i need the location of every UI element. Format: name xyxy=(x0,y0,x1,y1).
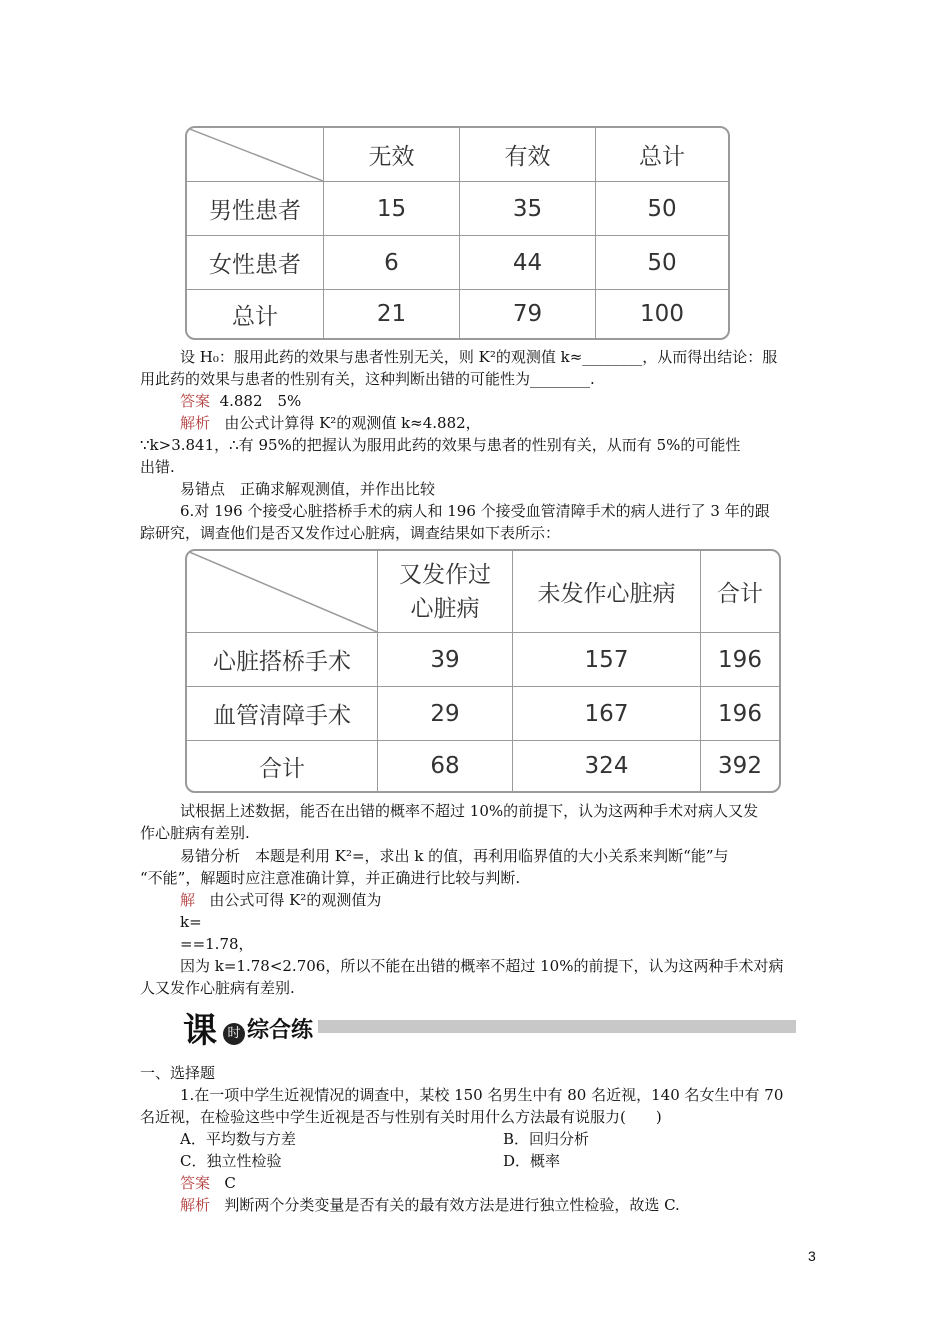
table-row xyxy=(187,182,728,236)
row-label: 男性患者 xyxy=(187,182,324,236)
q1-analysis xyxy=(180,1194,680,1216)
table-efficacy-by-gender xyxy=(185,126,730,340)
table-header-cell: 又发作过 心脏病 xyxy=(378,551,513,633)
table-cell: 392 xyxy=(718,753,762,779)
page-number: 3 xyxy=(808,1248,816,1264)
section-banner xyxy=(183,1003,798,1049)
table-cell: 50 xyxy=(596,236,728,290)
table-cell: 44 xyxy=(460,236,596,290)
banner-bar xyxy=(318,1020,796,1033)
table-cell: 29 xyxy=(378,687,513,741)
table-row xyxy=(187,687,779,741)
q6-line-1: 6.对 196 个接受心脏搭桥手术的病人和 196 个接受血管清障手术的病人进行了 3 年的跟 xyxy=(180,502,770,520)
q5-error-point: 易错点 正确求解观测值，并作出比较 xyxy=(180,480,436,498)
table-cell: 324 xyxy=(513,741,701,791)
row-label: 血管清障手术 xyxy=(187,687,378,741)
banner-big-char: 课 xyxy=(183,1011,217,1051)
table-cell: 196 xyxy=(701,687,779,741)
answer-text: 4.882 5% xyxy=(219,392,302,410)
q5-line-1: 设 H₀：服用此药的效果与患者性别无关，则 K²的观测值 k≈________，从而得出结论：服 xyxy=(180,348,778,366)
table-row xyxy=(187,290,728,338)
q6b-error-analysis: 易错分析 本题是利用 K²=，求出 k 的值，再利用临界值的大小关系来判断“能”与 xyxy=(180,847,729,865)
q6b-solution xyxy=(180,889,381,911)
q5-answer xyxy=(180,390,301,412)
solution-text: 由公式可得 K²的观测值为 xyxy=(209,891,382,909)
table-cell: 196 xyxy=(701,633,779,687)
banner-circle-char: 时 xyxy=(223,1023,245,1045)
q6b-line-4: “不能”，解题时应注意准确计算，并正确进行比较与判断. xyxy=(140,869,521,887)
table-cell: 15 xyxy=(324,182,460,236)
banner-label: 综合练 xyxy=(247,1018,314,1043)
q6b-line-8: 因为 k=1.78<2.706，所以不能在出错的概率不超过 10%的前提下，认为这两种手术对病 xyxy=(180,957,784,975)
row-label: 女性患者 xyxy=(187,236,324,290)
q5-analysis xyxy=(180,412,481,434)
q1-answer xyxy=(180,1172,236,1194)
q1-line-2: 名近视，在检验这些中学生近视是否与性别有关时用什么方法最有说服力( ) xyxy=(140,1108,662,1126)
q5-line-6: 出错. xyxy=(140,458,175,476)
table-cell: 68 xyxy=(378,741,513,791)
table-cell: 39 xyxy=(378,633,513,687)
table-cell: 21 xyxy=(324,290,460,338)
row-label: 总计 xyxy=(187,290,324,338)
q1-line-1: 1.在一项中学生近视情况的调查中，某校 150 名男生中有 80 名近视，140 名女生中有 70 xyxy=(180,1086,784,1104)
table-row xyxy=(187,633,779,687)
q6b-formula-k: k= xyxy=(180,913,202,931)
analysis-text: 由公式计算得 K²的观测值 k≈4.882， xyxy=(224,414,481,432)
table-cell: 6 xyxy=(324,236,460,290)
table-cell: 157 xyxy=(513,633,701,687)
table-row xyxy=(187,236,728,290)
table-header-cell: 有效 xyxy=(460,128,596,182)
answer-text: C xyxy=(224,1174,236,1192)
row-label: 心脏搭桥手术 xyxy=(187,633,378,687)
q6b-formula-result: ==1.78， xyxy=(180,935,254,953)
analysis-label: 解析 xyxy=(180,414,211,432)
q6b-line-2: 作心脏病有差别. xyxy=(140,824,250,842)
option-c: C．独立性检验 xyxy=(180,1152,282,1170)
table-surgery-heart-disease xyxy=(185,549,781,793)
q5-line-5: ∵k>3.841，∴有 95%的把握认为服用此药的效果与患者的性别有关，从而有 5%的可能性 xyxy=(140,436,741,454)
option-b: B．回归分析 xyxy=(503,1130,590,1148)
answer-label: 答案 xyxy=(180,1174,211,1192)
row-label: 合计 xyxy=(187,741,378,791)
q5-line-2: 用此药的效果与患者的性别有关，这种判断出错的可能性为________. xyxy=(140,370,595,388)
table-cell: 79 xyxy=(460,290,596,338)
table-corner-cell xyxy=(187,551,378,633)
option-a: A．平均数与方差 xyxy=(180,1130,296,1148)
table-cell: 35 xyxy=(460,182,596,236)
table-header-cell: 无效 xyxy=(324,128,460,182)
option-d: D．概率 xyxy=(503,1152,561,1170)
analysis-text: 判断两个分类变量是否有关的最有效方法是进行独立性检验，故选 C. xyxy=(224,1196,680,1214)
section-title: 一、选择题 xyxy=(140,1064,216,1082)
answer-label: 答案 xyxy=(180,392,211,410)
table-cell: 167 xyxy=(513,687,701,741)
analysis-label: 解析 xyxy=(180,1196,211,1214)
table-cell: 100 xyxy=(640,301,684,327)
q6-line-2: 踪研究，调查他们是否又发作过心脏病，调查结果如下表所示： xyxy=(140,524,561,542)
q6b-line-9: 人又发作心脏病有差别. xyxy=(140,979,295,997)
table-cell: 50 xyxy=(596,182,728,236)
table-corner-cell xyxy=(187,128,324,182)
table-header-cell: 总计 xyxy=(596,128,728,182)
table-header-cell: 合计 xyxy=(701,551,779,633)
table-header-cell: 未发作心脏病 xyxy=(513,551,701,633)
solution-label: 解 xyxy=(180,891,196,909)
table-row xyxy=(187,741,779,791)
q6b-line-1: 试根据上述数据，能否在出错的概率不超过 10%的前提下，认为这两种手术对病人又发 xyxy=(180,802,759,820)
